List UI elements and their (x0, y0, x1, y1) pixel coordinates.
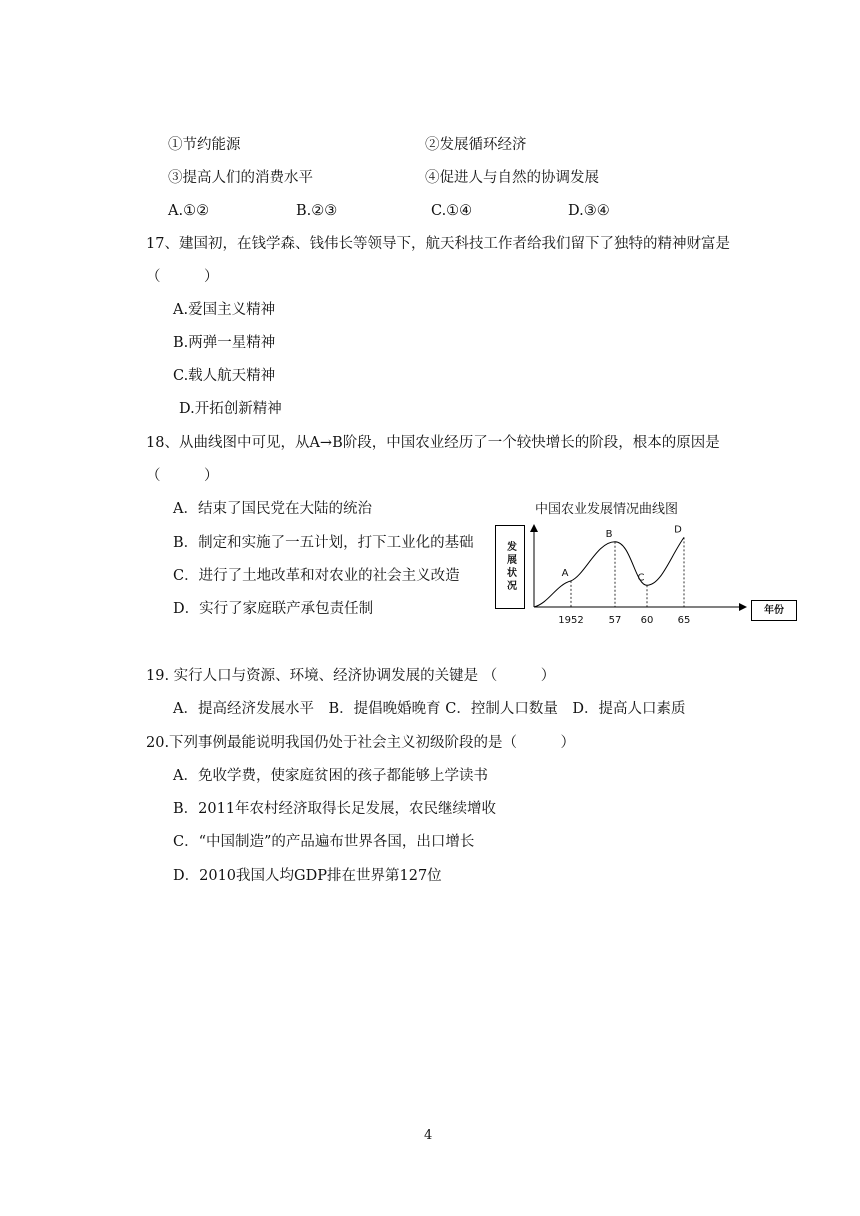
q16-option-3: ③提高人们的消费水平 (168, 170, 313, 186)
chart-y-label: 发展状况 (504, 541, 516, 593)
chart-title: 中国农业发展情况曲线图 (535, 502, 679, 517)
q18-stem: 18、从曲线图中可见，从A→B阶段，中国农业经历了一个较快增长的阶段，根本的原因是 (146, 435, 720, 451)
q20-choice-d: D．2010我国人均GDP排在世界第127位 (173, 868, 442, 884)
chart-point-label-D: D (674, 524, 682, 536)
chart-x-tick-60: 60 (640, 615, 654, 626)
chart-x-tick-65: 65 (677, 615, 691, 626)
q16-choice-d: D.③④ (568, 203, 610, 219)
q20-choice-b: B．2011年农村经济取得长足发展，农民继续增收 (173, 801, 497, 817)
q20-stem: 20.下列事例最能说明我国仍处于社会主义初级阶段的是（ ） (146, 735, 576, 751)
q17-choice-c: C.载人航天精神 (173, 368, 276, 384)
chart-x-label: 年份 (764, 605, 784, 616)
q16-choice-c: C.①④ (431, 203, 473, 219)
q16-option-1: ①节约能源 (168, 137, 241, 153)
chart-point-label-C: C (637, 572, 645, 584)
chart-point-label-A: A (561, 567, 569, 579)
q17-stem: 17、建国初，在钱学森、钱伟长等领导下，航天科技工作者给我们留下了独特的精神财富是 (146, 236, 730, 252)
chart-point-label-B: B (605, 528, 613, 540)
q18-choice-a: A．结束了国民党在大陆的统治 (173, 501, 372, 517)
q16-choice-a: A.①② (168, 203, 210, 219)
chart-x-tick-1952: 1952 (558, 615, 584, 626)
q17-choice-b: B.两弹一星精神 (173, 335, 276, 351)
q17-choice-a: A.爱国主义精神 (173, 302, 276, 318)
q17-choice-d: D.开拓创新精神 (179, 401, 282, 417)
q20-choice-a: A．免收学费，使家庭贫困的孩子都能够上学读书 (173, 768, 488, 784)
q19-stem: 19. 实行人口与资源、环境、经济协调发展的关键是 （ ） (146, 668, 556, 684)
q16-option-2: ②发展循环经济 (425, 137, 527, 153)
q17-bracket: （ ） (146, 269, 219, 285)
q16-choice-b: B.②③ (296, 203, 338, 219)
q19-options: A．提高经济发展水平 B．提倡晚婚晚育 C．控制人口数量 D．提高人口素质 (173, 701, 686, 717)
q18-bracket: （ ） (146, 468, 219, 484)
q18-choice-b: B．制定和实施了一五计划，打下工业化的基础 (173, 535, 474, 551)
q20-choice-c: C．“中国制造”的产品遍布世界各国，出口增长 (173, 834, 475, 850)
q18-choice-c: C．进行了土地改革和对农业的社会主义改造 (173, 568, 460, 584)
chart-x-tick-57: 57 (608, 615, 622, 626)
q16-option-4: ④促进人与自然的协调发展 (425, 170, 599, 186)
q18-choice-d: D．实行了家庭联产承包责任制 (173, 601, 374, 617)
page-number: 4 (424, 1128, 433, 1143)
chart-series-line (534, 537, 684, 607)
